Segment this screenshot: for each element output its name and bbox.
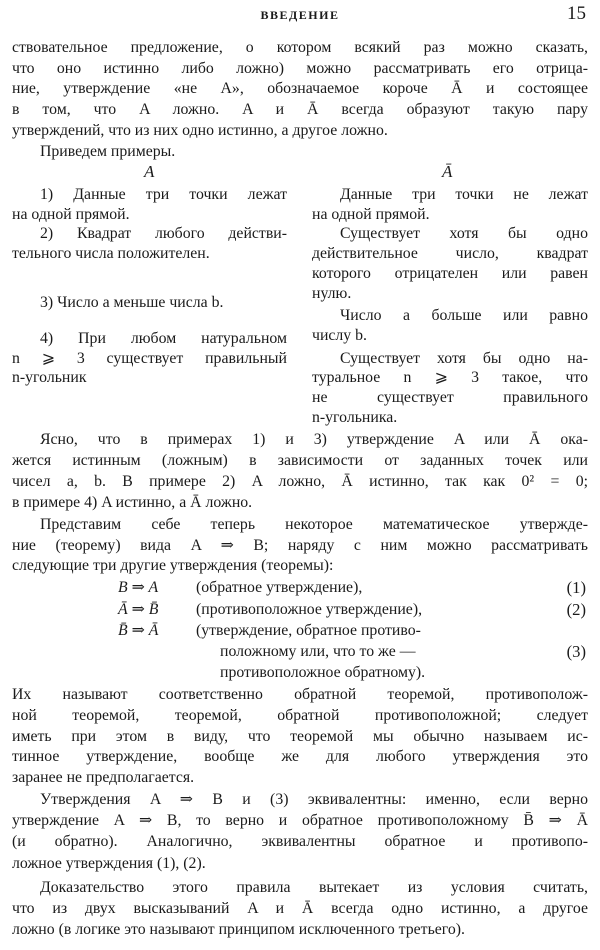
example-right-line: которого отрицателен или равен	[312, 264, 588, 282]
example-right-line: числу b.	[312, 327, 367, 344]
text-line: Утверждения A ⇒ B и (3) эквивалентны: именно, если верно	[40, 791, 588, 809]
example-right-line: не существует правильного	[312, 389, 588, 407]
example-left-line: n ⩾ 3 существует правильный	[12, 349, 287, 367]
equation-number: (2)	[566, 599, 586, 619]
text-line: Их называют соответственно обратной теоремой, противополож-	[12, 686, 588, 704]
text-line: Доказательство этого правила вытекает из условия считать,	[40, 878, 588, 896]
text-line: ложно (в логике это называют принципом исключенного третьего).	[12, 920, 465, 938]
text-line: утверждение A ⇒ B, то верно и обратное противоположному B̄ ⇒ Ā	[12, 812, 588, 830]
column-header-not-a: Ā	[442, 162, 453, 182]
text-line: ствовательное предложение, о котором всякий раз можно сказать,	[12, 39, 588, 56]
example-right-line: действительное число, квадрат	[312, 245, 588, 263]
formula-description: положному или, что то же —	[220, 642, 416, 660]
text-line: в примере 4) A истинно, а Ā ложно.	[12, 493, 253, 511]
text-line: в том, что A ложно. A и Ā всегда образуют такую пару	[12, 101, 588, 119]
equation-number: (3)	[566, 641, 586, 661]
text-line: чисел a, b. В примере 2) A ложно, Ā истинно, так как 0² = 0;	[12, 472, 588, 490]
formula-description: (противоположное утверждение),	[196, 600, 423, 618]
formula-contrapositive: B̄ ⇒ Ā	[118, 622, 159, 640]
formula-description: (утверждение, обратное противо-	[196, 622, 421, 640]
example-left-line: 4) При любом натуральном	[40, 329, 287, 347]
page-number: 15	[567, 3, 586, 24]
equation-number: (1)	[566, 578, 586, 597]
running-header: ВВЕДЕНИЕ	[260, 8, 340, 22]
text-line: что оно истинно либо ложно) можно рассматривать его отрица-	[12, 59, 588, 77]
formula-description: противоположное обратному).	[220, 663, 426, 681]
text-line: жется истинным (ложным) в зависимости от заданных точек или	[12, 452, 588, 470]
text-line: заранее не предполагается.	[12, 768, 195, 786]
example-left-line: тельного числа положителен.	[12, 245, 210, 263]
example-left-line: 1) Данные три точки лежат	[40, 185, 287, 203]
text-line: следующие три другие утверждения (теоремы):	[12, 557, 334, 575]
text-line: Ясно, что в примерах 1) и 3) утверждение A или Ā ока-	[40, 431, 588, 449]
text-line: (и обратно). Аналогично, эквивалентны обратное и противопо-	[12, 832, 588, 850]
example-left-line: на одной прямой.	[12, 205, 130, 223]
column-header-a: A	[144, 162, 155, 182]
text-line: Представим себе теперь некоторое математическое утвержде-	[40, 516, 588, 533]
example-left-line: 3) Число a меньше числа b.	[40, 293, 224, 311]
formula-description: (обратное утверждение),	[196, 579, 363, 596]
example-left-line: 2) Квадрат любого действи-	[40, 225, 287, 243]
text-line: тинное утверждение, вообще же для любого утверждения это	[12, 748, 588, 766]
text-line: утверждений, что из них одно истинно, а другое ложно.	[12, 121, 388, 139]
example-right-line: Данные три точки не лежат	[340, 185, 588, 203]
formula-converse: B ⇒ A	[118, 579, 159, 596]
text-line: ние, утверждение «не A», обозначаемое короче Ā и состоящее	[12, 80, 588, 98]
example-right-line: нулю.	[312, 284, 352, 302]
examples-intro: Приведем примеры.	[40, 142, 176, 160]
text-line: ние (теорему) вида A ⇒ B; наряду с ним можно рассматривать	[12, 536, 588, 554]
example-right-line: Число a больше или равно	[340, 307, 588, 325]
example-left-line: n-угольник	[12, 369, 87, 387]
text-line: что из двух высказываний A и Ā всегда одно истинно, а другое	[12, 899, 588, 917]
example-right-line: n-угольника.	[312, 408, 398, 426]
text-line: ложное утверждения (1), (2).	[12, 854, 206, 872]
text-line: ной теоремой, теоремой, обратной противоположной; следует	[12, 706, 588, 724]
example-right-line: Существует хотя бы одно на-	[340, 349, 588, 367]
example-right-line: туральное n ⩾ 3 такое, что	[312, 369, 588, 387]
formula-inverse: Ā ⇒ B̄	[118, 600, 159, 618]
example-right-line: Существует хотя бы одно	[340, 225, 588, 243]
example-right-line: на одной прямой.	[312, 205, 430, 223]
text-line: иметь при этом в виду, что теоремой мы обычно называем ис-	[12, 727, 588, 745]
